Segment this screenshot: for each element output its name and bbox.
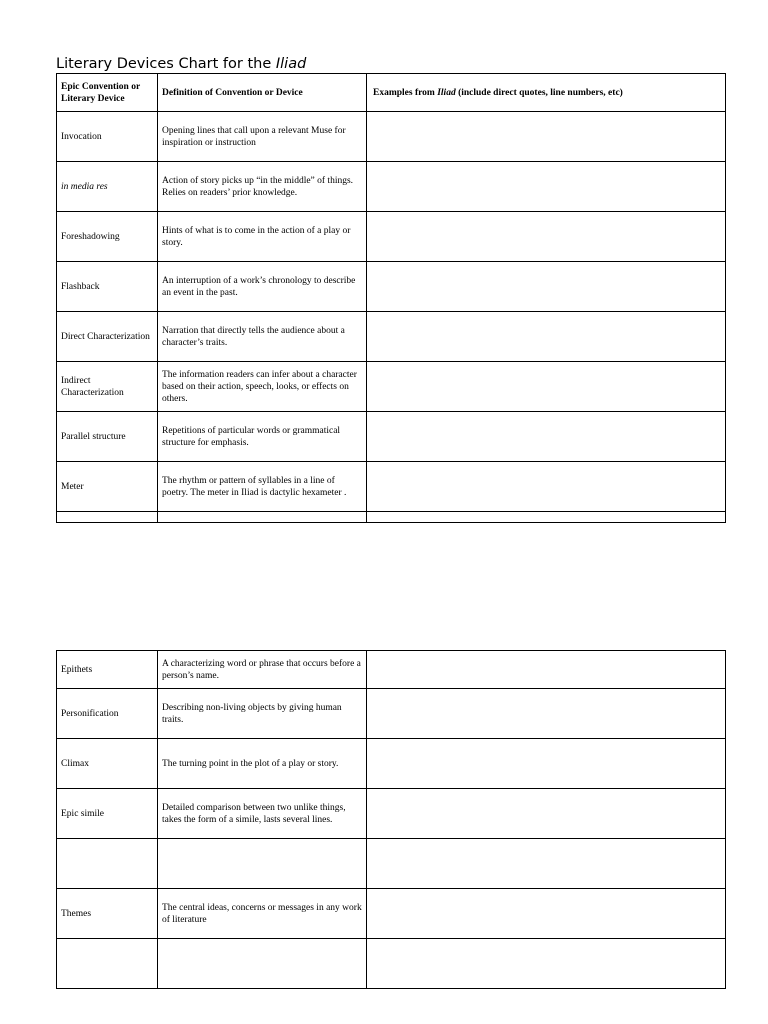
device-term: Themes <box>57 889 158 939</box>
header-device: Epic Convention or Literary Device <box>57 74 158 112</box>
device-term: Parallel structure <box>57 412 158 462</box>
example-cell[interactable] <box>367 939 726 989</box>
device-term: Meter <box>57 462 158 512</box>
example-cell[interactable] <box>367 312 726 362</box>
device-term: Epic simile <box>57 789 158 839</box>
device-definition: A characterizing word or phrase that occurs before a person’s name. <box>158 651 367 689</box>
table-row <box>57 462 726 512</box>
device-definition: Describing non-living objects by giving human traits. <box>158 689 367 739</box>
device-term: Epithets <box>57 651 158 689</box>
example-cell[interactable] <box>367 212 726 262</box>
device-term: Indirect Characterization <box>57 362 158 412</box>
device-definition: Repetitions of particular words or grammatical structure for emphasis. <box>158 412 367 462</box>
example-cell[interactable] <box>367 689 726 739</box>
table-row <box>57 889 726 939</box>
device-term: Invocation <box>57 112 158 162</box>
table-row <box>57 212 726 262</box>
example-cell[interactable] <box>367 839 726 889</box>
device-definition: Opening lines that call upon a relevant Muse for inspiration or instruction <box>158 112 367 162</box>
device-definition: Action of story picks up “in the middle” of things. Relies on readers’ prior knowledge. <box>158 162 367 212</box>
example-cell[interactable] <box>367 412 726 462</box>
header-definition: Definition of Convention or Device <box>158 74 367 112</box>
example-cell[interactable] <box>367 262 726 312</box>
device-definition: Detailed comparison between two unlike things, takes the form of a simile, lasts several lines. <box>158 789 367 839</box>
table-row <box>57 939 726 989</box>
table-row <box>57 162 726 212</box>
device-term[interactable] <box>57 939 158 989</box>
table-row <box>57 689 726 739</box>
device-term: Direct Characterization <box>57 312 158 362</box>
table-row <box>57 412 726 462</box>
device-term: Climax <box>57 739 158 789</box>
device-definition: The turning point in the plot of a play or story. <box>158 739 367 789</box>
table-row <box>57 262 726 312</box>
empty-cell[interactable] <box>367 512 726 523</box>
example-cell[interactable] <box>367 162 726 212</box>
table-row <box>57 362 726 412</box>
device-term[interactable] <box>57 839 158 889</box>
device-term: Flashback <box>57 262 158 312</box>
title-prefix: Literary Devices Chart for the <box>56 56 276 72</box>
table-row <box>57 651 726 689</box>
device-term: in media res <box>57 162 158 212</box>
literary-devices-table-2 <box>56 650 726 989</box>
device-definition: The central ideas, concerns or messages in any work of literature <box>158 889 367 939</box>
empty-cell[interactable] <box>57 512 158 523</box>
device-definition: The rhythm or pattern of syllables in a line of poetry. The meter in Iliad is dactylic hexameter . <box>158 462 367 512</box>
example-cell[interactable] <box>367 362 726 412</box>
table-row <box>57 112 726 162</box>
header-examples <box>367 74 726 112</box>
example-cell[interactable] <box>367 889 726 939</box>
device-definition: An interruption of a work’s chronology to describe an event in the past. <box>158 262 367 312</box>
example-cell[interactable] <box>367 739 726 789</box>
table-row <box>57 789 726 839</box>
page-title <box>56 54 306 74</box>
empty-table-row <box>57 512 726 523</box>
device-term: Personification <box>57 689 158 739</box>
device-term: Foreshadowing <box>57 212 158 262</box>
empty-cell[interactable] <box>158 512 367 523</box>
example-cell[interactable] <box>367 789 726 839</box>
example-cell[interactable] <box>367 462 726 512</box>
literary-devices-table-1 <box>56 73 726 523</box>
device-definition: The information readers can infer about a character based on their action, speech, looks, or effects on others. <box>158 362 367 412</box>
table-row <box>57 739 726 789</box>
example-cell[interactable] <box>367 651 726 689</box>
table-header-row <box>57 74 726 112</box>
table-row <box>57 839 726 889</box>
device-definition[interactable] <box>158 839 367 889</box>
device-definition[interactable] <box>158 939 367 989</box>
example-cell[interactable] <box>367 112 726 162</box>
device-definition: Hints of what is to come in the action of a play or story. <box>158 212 367 262</box>
header-examples-suffix: (include direct quotes, line numbers, etc) <box>455 87 623 98</box>
device-definition: Narration that directly tells the audience about a character’s traits. <box>158 312 367 362</box>
title-work: Iliad <box>275 56 307 72</box>
header-examples-work: Iliad <box>437 87 456 98</box>
header-examples-prefix: Examples from <box>373 87 438 98</box>
table-row <box>57 312 726 362</box>
